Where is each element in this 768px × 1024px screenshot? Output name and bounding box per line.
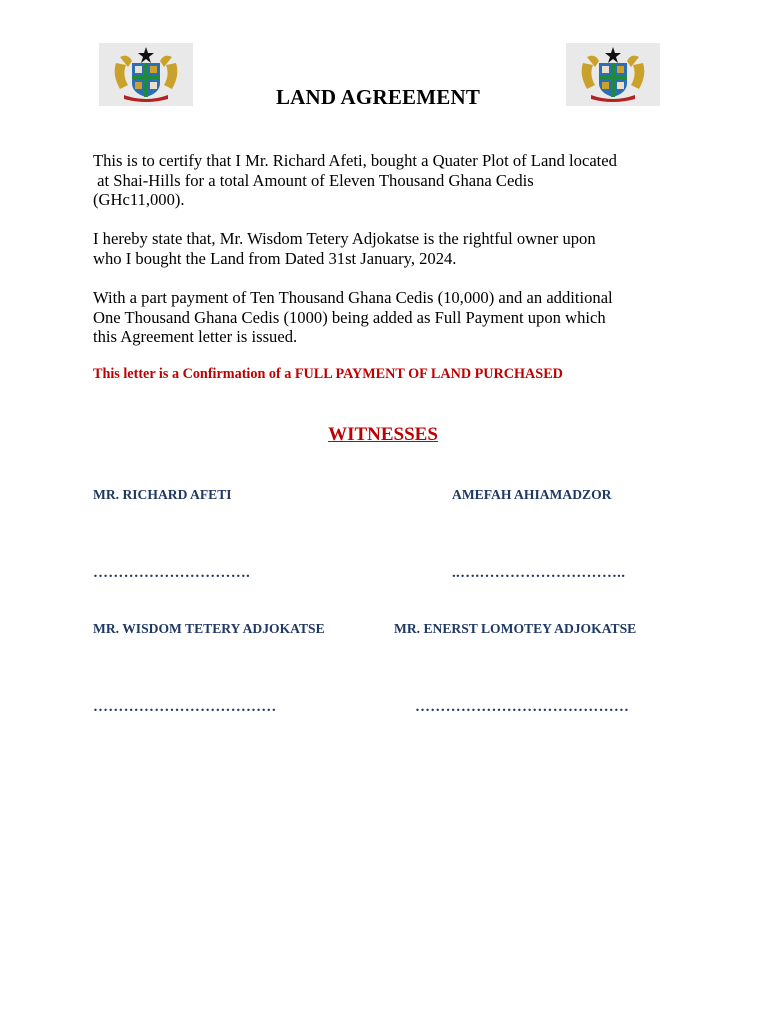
witness-name: MR. ENERST LOMOTEY ADJOKATSE <box>394 621 637 636</box>
page-title: LAND AGREEMENT <box>275 85 481 109</box>
signature-line: …………………………. <box>93 565 251 581</box>
payment-paragraph <box>93 288 693 347</box>
paragraph-line: With a part payment of Ten Thousand Ghana Cedis (10,000) and an additional <box>93 288 613 307</box>
witness-name: MR. WISDOM TETERY ADJOKATSE <box>93 621 325 636</box>
paragraph-line: at Shai-Hills for a total Amount of Eleven Thousand Ghana Cedis <box>93 170 534 190</box>
signature-line: ..….……………………….. <box>452 565 626 581</box>
paragraph-line: (GHc11,000). <box>93 190 185 209</box>
signature-line: ……………………………… <box>93 699 277 715</box>
paragraph-line: I hereby state that, Mr. Wisdom Tetery Adjokatse is the rightful owner upon <box>93 229 596 248</box>
paragraph-line: this Agreement letter is issued. <box>93 327 298 346</box>
paragraph-line: who I bought the Land from Dated 31st January, 2024. <box>93 248 457 268</box>
witness-name: AMEFAH AHIAMADZOR <box>452 487 612 502</box>
confirmation-note: This letter is a Confirmation of a FULL PAYMENT OF LAND PURCHASED <box>93 366 563 382</box>
witnesses-heading <box>0 424 766 446</box>
witness-name: MR. RICHARD AFETI <box>93 487 232 502</box>
paragraph-line: This is to certify that I Mr. Richard Afeti, bought a Quater Plot of Land located <box>93 151 617 170</box>
purchase-paragraph <box>93 151 693 210</box>
ownership-paragraph <box>93 229 693 268</box>
paragraph-line: One Thousand Ghana Cedis (1000) being added as Full Payment upon which <box>93 307 606 327</box>
witnesses-heading-text: WITNESSES <box>328 424 438 445</box>
signature-line: …………………………………… <box>415 699 630 715</box>
